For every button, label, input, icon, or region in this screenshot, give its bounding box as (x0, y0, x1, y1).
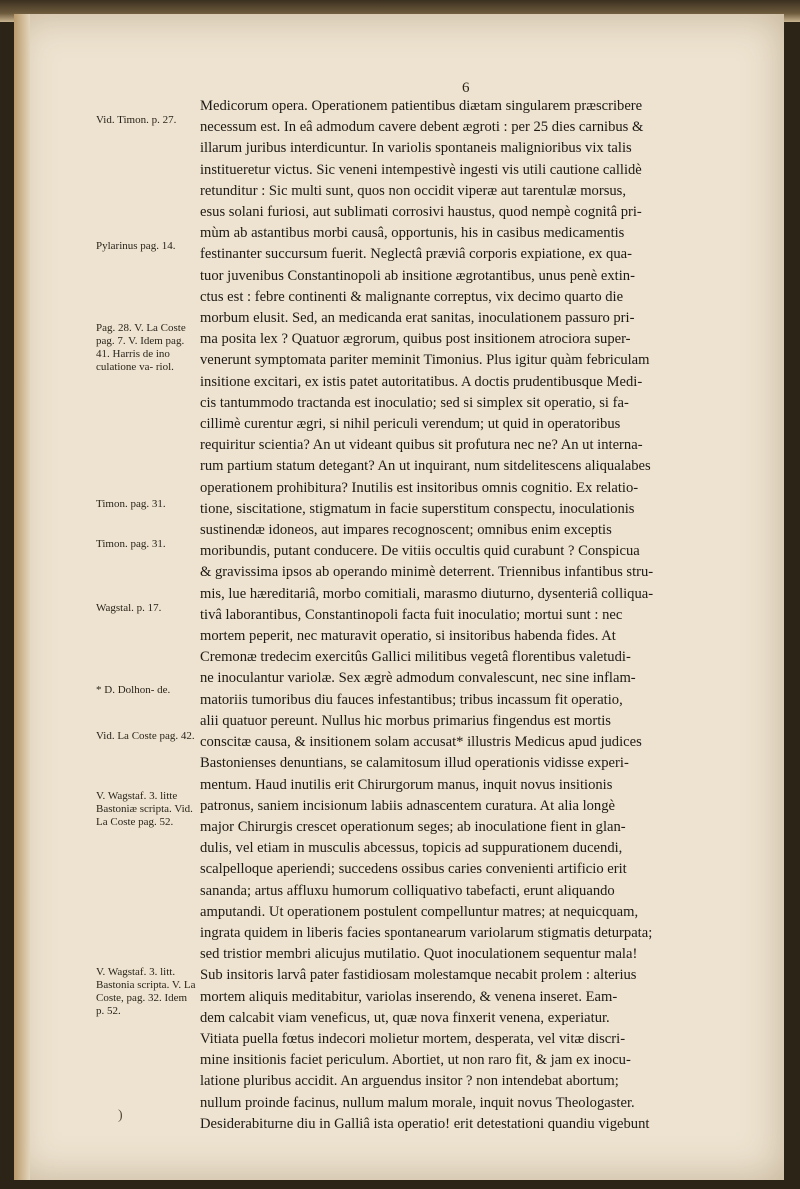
text-line: esus solani furiosi, aut sublimati corrosivi haustus, quod nempè cognitâ pri- (200, 204, 642, 221)
text-line: sananda; artus affluxu humorum colliquativo tabefacti, erunt aliquando (200, 882, 615, 899)
margin-note: Pylarinus pag. 14. (96, 240, 176, 252)
text-line: conscitæ causa, & insitionem solam accusat* illustris Medicus apud judices (200, 734, 642, 751)
text-line: major Chirurgis crescet operationum seges; ab inoculatione fient in glan- (200, 818, 626, 835)
text-line: matoriis tumoribus diu fauces infestantibus; tribus incassum fit operatio, (200, 691, 623, 708)
text-line: Cremonæ tredecim exercitûs Gallici militibus vegetâ florentibus valetudi- (200, 649, 631, 666)
page-number: 6 (462, 80, 470, 96)
margin-note: V. Wagstaf. 3. litte Bastoniæ scripta. Vid. La Coste pag. 52. (96, 790, 193, 828)
text-line: mentum. Haud inutilis erit Chirurgorum manus, inquit novus insitionis (200, 776, 613, 793)
text-line: Desiderabiturne diu in Galliâ ista operatio! erit detestationi quandiu vigebunt (200, 1115, 650, 1132)
text-line: tione, siscitatione, stigmatum in facie superstitum conspectu, inoculationis (200, 500, 635, 517)
margin-note: Timon. pag. 31. (96, 498, 166, 510)
text-line: mortem peperit, nec maturavit operatio, si insitoribus habenda fides. At (200, 628, 616, 645)
text-line: illarum juribus interdicuntur. In variolis spontaneis malignioribus vix talis (200, 140, 632, 157)
text-line: sustinendæ idoneos, aut impares recognoscent; omnibus enim exceptis (200, 522, 612, 539)
text-line: necessum est. In eâ admodum cavere debent ægroti : per 25 dies carnibus & (200, 119, 644, 136)
text-line: rum partium statum detegant? An ut inquirant, num sitdelitescens aliqualabes (200, 458, 651, 475)
margin-note: Vid. La Coste pag. 42. (96, 730, 195, 742)
text-line: Bastonienses denuntians, se calamitosum illud operationis vidisse experi- (200, 755, 629, 772)
text-line: institueretur victus. Sic veneni intempestivè ingesti vis utili cautione callidè (200, 161, 642, 178)
text-line: nullum proinde facinus, nullum malum morale, inquit novus Theologaster. (200, 1094, 635, 1111)
text-line: requiritur scientia? An ut videant quibus sit profutura nec ne? An ut interna- (200, 437, 643, 454)
text-line: latione pluribus accidit. An arguendus insitor ? non intendebat abortum; (200, 1073, 619, 1090)
text-line: tuor juvenibus Constantinopoli ab insitione ægrotantibus, unus penè extin- (200, 267, 635, 284)
text-line: ma posita lex ? Quatuor ægrorum, quibus post insitionem atrociora super- (200, 331, 631, 348)
text-line: & gravissima ipsos ab operando minimè deterrent. Triennibus infantibus stru- (200, 564, 654, 581)
margin-note: V. Wagstaf. 3. litt. Bastonia scripta. V. La Coste, pag. 32. Idem p. 52. (96, 966, 196, 1017)
text-line: festinanter succursum fuerit. Neglectâ præviâ corporis expiatione, ex qua- (200, 246, 632, 263)
text-line: scalpelloque aperiendi; succedens ossibus caries convenienti artificio erit (200, 861, 627, 878)
text-line: mortem aliquis meditabitur, variolas inserendo, & venena inseret. Eam- (200, 988, 618, 1005)
margin-note: Vid. Timon. p. 27. (96, 114, 177, 126)
text-line: tivâ laborantibus, Constantinopoli facta fuit inoculatio; mortui sunt : nec (200, 606, 623, 623)
text-line: amputandi. Ut operationem postulent compelluntur matres; at nequicquam, (200, 903, 639, 920)
text-line: mùm ab astantibus morbi causâ, opportunis, his in casibus medicamentis (200, 225, 625, 242)
text-line: ingrata quidem in liberis facies spontanearum variolarum stigmatis deturpata; (200, 924, 653, 941)
margin-note: Wagstal. p. 17. (96, 602, 162, 614)
text-line: sed tristior membri alicujus mutilatio. Quot inoculationem sequentur mala! (200, 946, 638, 963)
text-line: insitione excitari, ex istis patet autoritatibus. A doctis prudentibusque Medi- (200, 373, 643, 390)
text-line: ctus est : febre continenti & malignante correptus, vix decimo quarto die (200, 288, 624, 305)
page-gutter (14, 14, 30, 1180)
text-line: Vitiata puella fœtus indecori molietur mortem, desperata, vel vitæ discri- (200, 1030, 626, 1047)
text-line: mine insitionis faciet periculum. Abortiet, ut non raro fit, & jam ex inocu- (200, 1052, 631, 1069)
text-line: Sub insitoris larvâ pater fastidiosam molestamque necabit prolem : alterius (200, 967, 637, 984)
text-line: patronus, saniem incisionum labiis adnascentem curatura. At alia longè (200, 797, 615, 814)
margin-note: Timon. pag. 31. (96, 538, 166, 550)
text-line: alii quatuor pereunt. Nullus hic morbus primarius fingendus est mortis (200, 712, 611, 729)
text-line: mis, lue hæreditariâ, morbo comitiali, marasmo diuturno, dysenteriâ colliqua- (200, 585, 654, 602)
text-line: Medicorum opera. Operationem patientibus diætam singularem præscribere (200, 98, 643, 114)
text-line: cillimè curentur ægri, si nihil periculi verendum; ut quid in operatoribus (200, 416, 621, 433)
text-line: morbum elusit. Sed, an medicanda erat sanitas, inoculationem passuro pri- (200, 310, 635, 327)
text-line: operationem prohibitura? Inutilis est insitoribus omnis cognitio. Ex relatio- (200, 479, 639, 496)
text-line: dem calcabit viam veneficus, ut, quæ nova finxerit venena, experiatur. (200, 1009, 610, 1026)
margin-note: * D. Dolhon- de. (96, 684, 171, 696)
text-line: dulis, vel etiam in musculis abcessus, topicis ad suppurationem ducendi, (200, 840, 623, 857)
body-text (200, 96, 782, 1135)
text-line: ne inoculantur variolæ. Sex ægrè admodum convalescunt, nec sine inflam- (200, 670, 636, 687)
text-line: venerunt symptomata pariter meminit Timonius. Plus igitur quàm febriculam (200, 352, 650, 369)
margin-note: Pag. 28. V. La Coste pag. 7. V. Idem pag. 41. Harris de ino culatione va- riol. (96, 322, 186, 373)
stray-ink-mark: ) (118, 1108, 123, 1123)
text-line: retunditur : Sic multi sunt, quos non occidit viperæ aut tarentulæ morsus, (200, 182, 627, 199)
text-line: moribundis, putant conducere. De vitiis occultis quid curabunt ? Conspicua (200, 543, 640, 560)
text-line: cis tantummodo tractanda est inoculatio; sed si simplex sit operatio, si fa- (200, 394, 629, 411)
